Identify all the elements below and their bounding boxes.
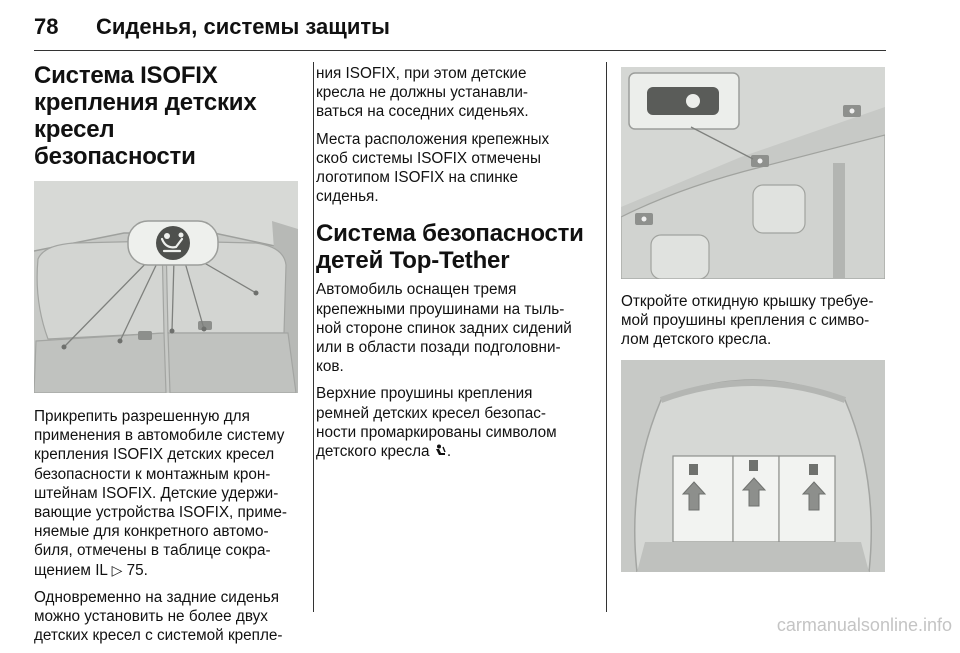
rear-seat-illustration [34, 181, 298, 393]
rear-seat-isofix-figure [34, 181, 298, 393]
text-line: скоб системы ISOFIX отмечены [316, 149, 541, 167]
page-ref-triangle-icon: ▷ [111, 561, 123, 578]
watermark: carmanualsonline.info [776, 615, 952, 635]
text-line: ремней детских кресел безопас- [316, 404, 546, 422]
column-1 [34, 62, 302, 653]
text-line: ния ISOFIX, при этом детские [316, 65, 527, 82]
text-line: крепежными проушинами на тыль- [316, 300, 565, 318]
isofix-paragraph-1 [34, 407, 302, 580]
page-number: 78 [34, 14, 59, 39]
top-tether-paragraph-2 [316, 384, 600, 461]
text-line: Одновременно на задние сиденья [34, 588, 279, 606]
text-line: Автомобиль оснащен тремя [316, 281, 517, 299]
text-line: кресла не должны устанавли- [316, 84, 528, 102]
text-line: безопасности к монтажным крон- [34, 465, 271, 483]
isofix-heading [34, 62, 302, 170]
text-line: детского кресла [316, 443, 430, 461]
text-line: сиденья. [316, 188, 379, 206]
page-title: Сиденья, системы защиты [96, 14, 390, 39]
text-line: крепления ISOFIX детских кресел [34, 446, 275, 464]
text-line: логотипом ISOFIX на спинке [316, 169, 519, 187]
isofix-paragraph-2 [34, 588, 302, 646]
text-line: лом детского кресла. [621, 331, 772, 349]
text-line: штейнам ISOFIX. Детские удержи- [34, 484, 279, 502]
text-line: Места расположения крепежных [316, 130, 550, 148]
column-divider-2 [606, 62, 607, 612]
text-line: применения в автомобиле систему [34, 427, 285, 445]
child-seat-symbol-icon [434, 444, 447, 457]
heading-line: крепления детских кресел [34, 89, 257, 143]
text-line: или в области позади подголовни- [316, 339, 561, 357]
text-line: ков. [316, 358, 344, 376]
text-line: ной стороне спинок задних сидений [316, 319, 572, 337]
text-line: щением IL [34, 561, 108, 579]
text-line: ваться на соседних сиденьях. [316, 103, 529, 121]
top-tether-closeup-figure [621, 67, 885, 279]
heading-line: безопасности [34, 143, 196, 170]
page-header [34, 0, 886, 56]
page-reference-link[interactable]: 75. [126, 561, 148, 579]
header-divider [34, 50, 886, 51]
top-tether-heading [316, 220, 600, 274]
text-line: детских кресел с системой крепле- [34, 627, 283, 645]
tether-instruction-paragraph [621, 292, 889, 350]
text-line: няемые для конкретного автомо- [34, 523, 269, 541]
text-line: вающие устройства ISOFIX, приме- [34, 504, 287, 522]
text-line: Откройте откидную крышку требуе- [621, 293, 874, 310]
trunk-tether-figure [621, 360, 885, 572]
isofix-paragraph-3 [316, 130, 600, 207]
text-line: Прикрепить разрешенную для [34, 408, 250, 425]
column-3 [621, 67, 889, 572]
text-line: Верхние проушины крепления [316, 385, 533, 403]
text-line: мой проушины крепления с симво- [621, 312, 870, 330]
column-divider-1 [313, 62, 314, 612]
seatback-tether-illustration [621, 67, 885, 279]
isofix-paragraph-2-continued [316, 64, 600, 122]
text-line: можно установить не более двух [34, 608, 268, 626]
heading-line: детей Top-Tether [316, 247, 510, 275]
heading-line: Система безопасности [316, 220, 584, 248]
text-line: ности промаркированы символом [316, 423, 557, 441]
column-2 [316, 64, 600, 469]
sentence-period: . [446, 443, 452, 461]
trunk-illustration [621, 360, 885, 572]
text-line: биля, отмечены в таблице сокра- [34, 542, 271, 560]
top-tether-paragraph-1 [316, 280, 600, 376]
heading-line: Система ISOFIX [34, 62, 218, 89]
